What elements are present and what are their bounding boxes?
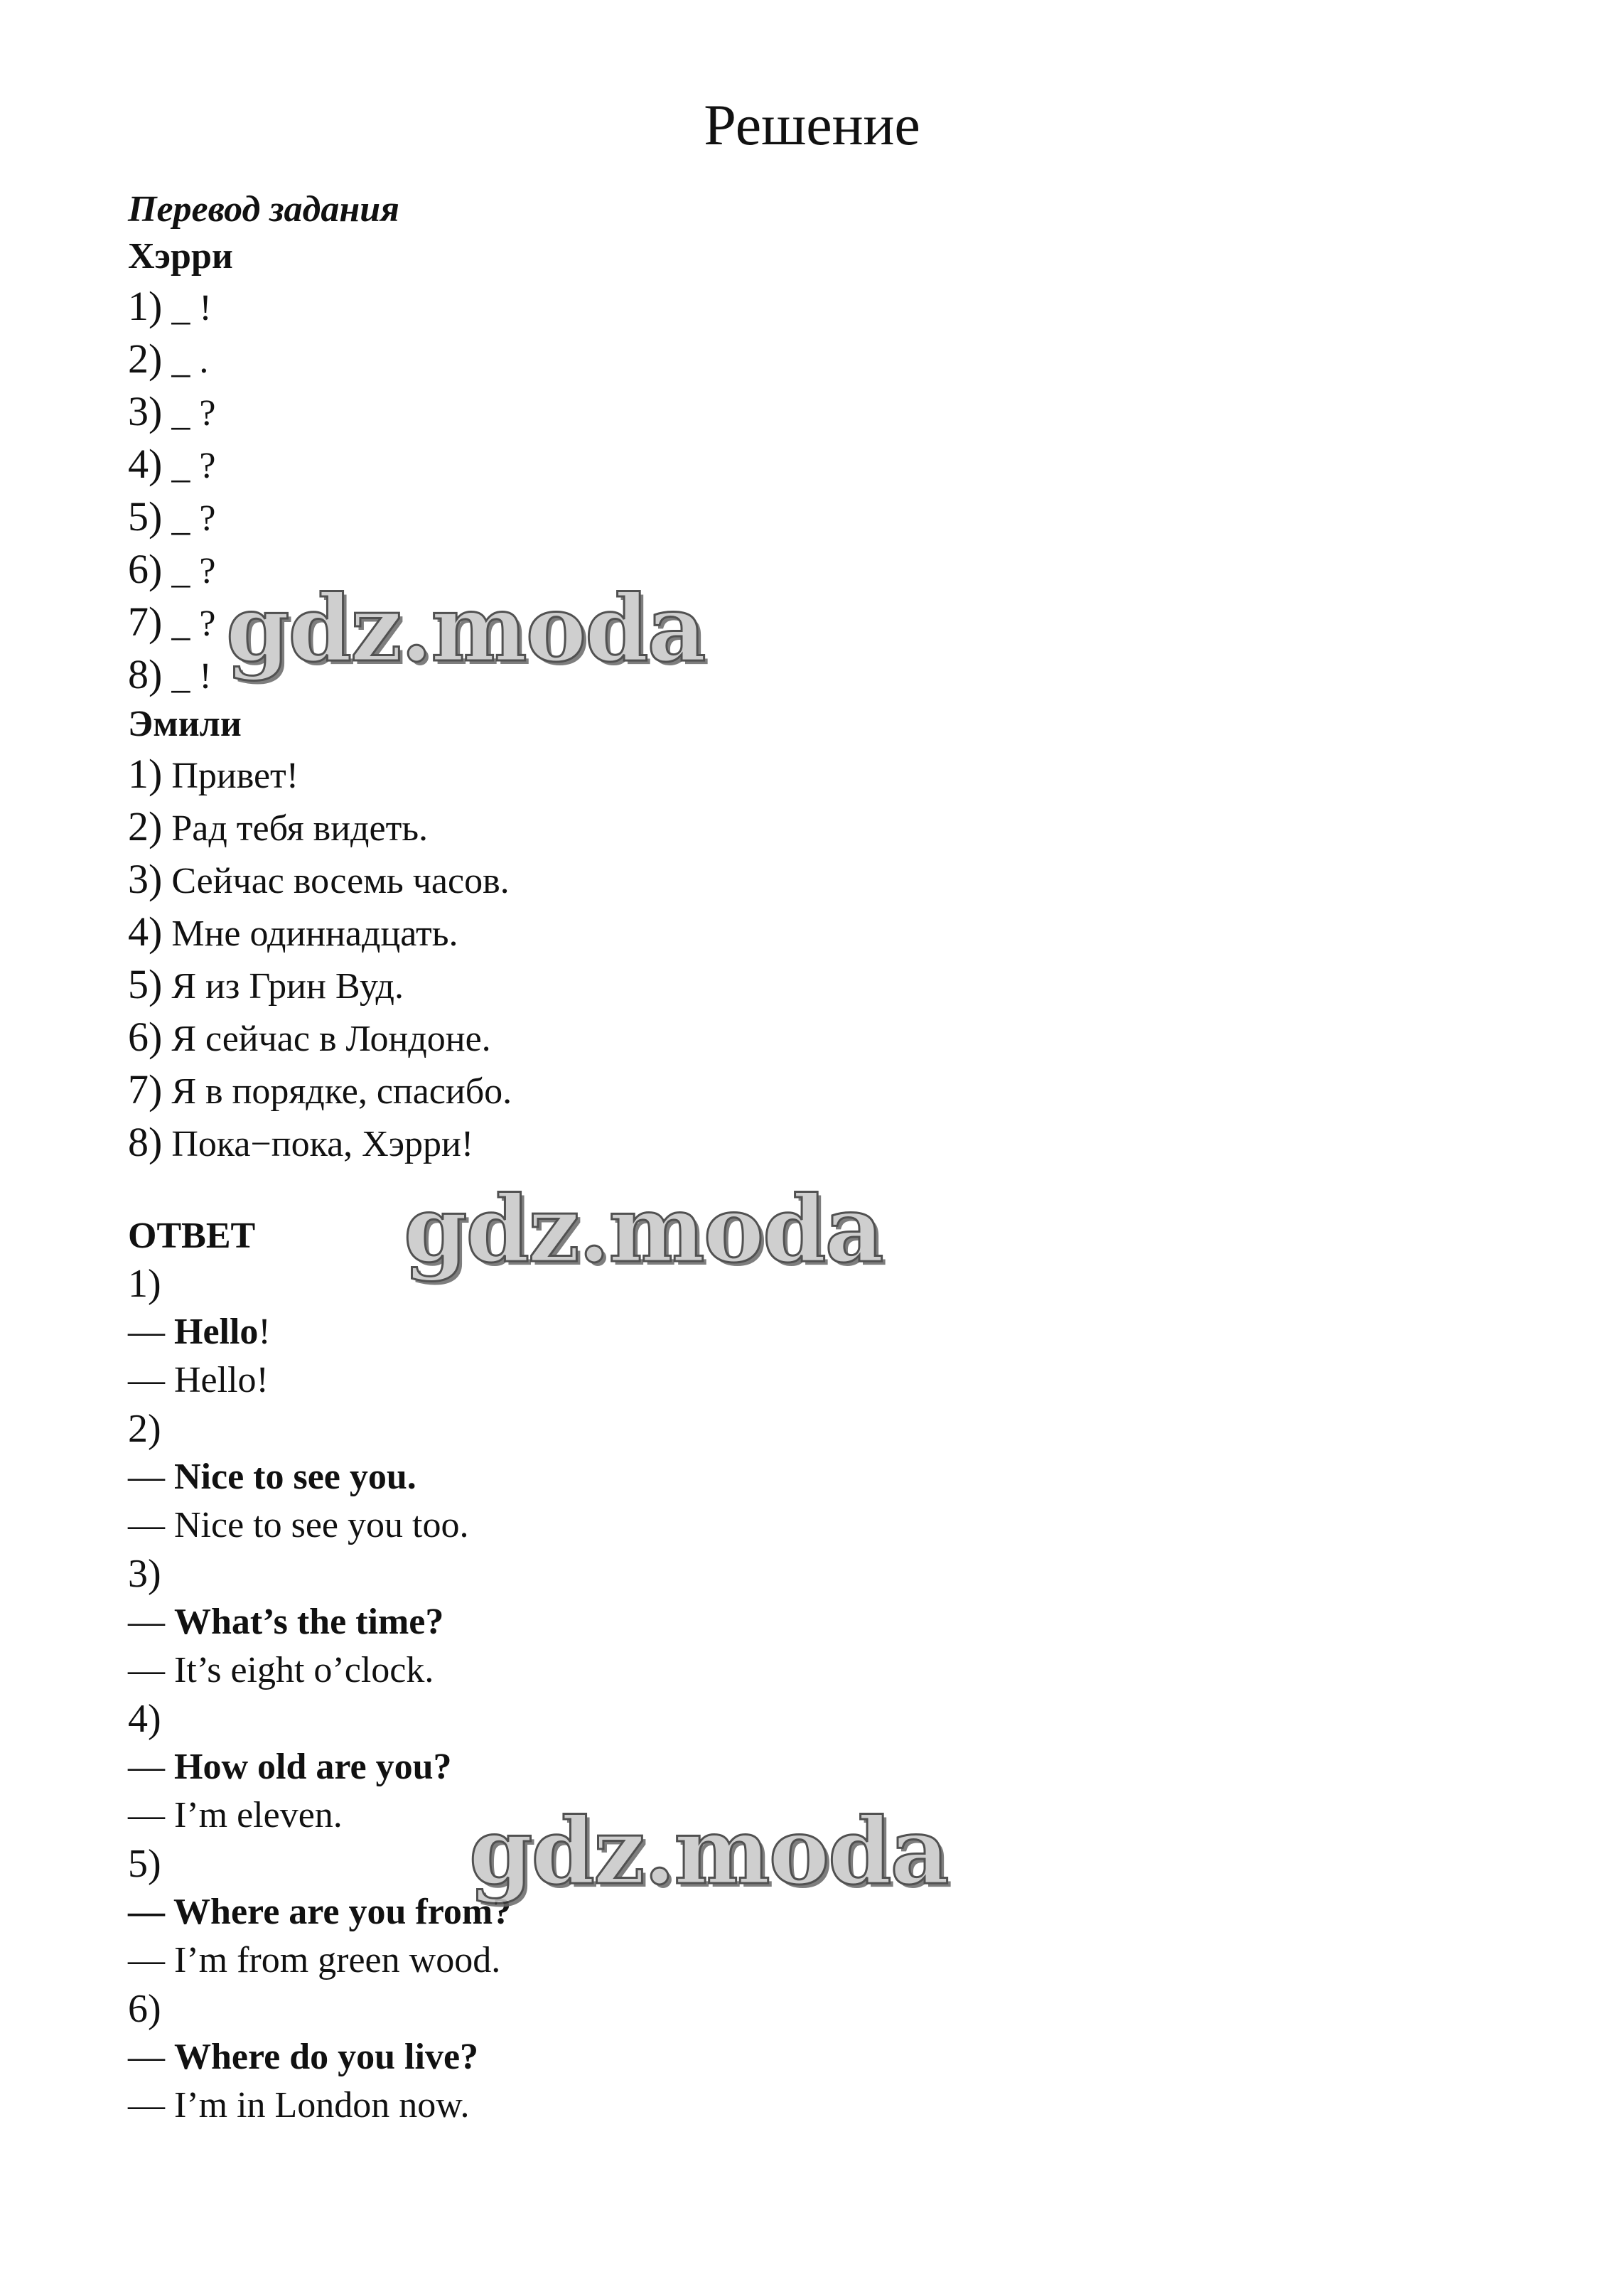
answer-question: — How old are you?: [128, 1747, 452, 1787]
answer-reply: — I’m in London now.: [128, 2085, 470, 2126]
answer-reply: — It’s eight o’clock.: [128, 1650, 434, 1690]
harry-line: 8) _ !: [128, 651, 212, 697]
emily-line: 3) Сейчас восемь часов.: [128, 856, 510, 902]
answer-question: — Where are you from?: [128, 1892, 512, 1932]
harry-heading: Хэрри: [128, 236, 233, 277]
emily-heading: Эмили: [128, 704, 242, 744]
answer-question: — Where do you live?: [128, 2037, 479, 2077]
harry-line: 4) _ ?: [128, 441, 216, 487]
answer-heading: ОТВЕТ: [128, 1216, 256, 1256]
answer-item: [128, 1405, 1478, 1550]
answer-number: 6): [128, 1987, 161, 2031]
watermark-logo: gdz.moda: [469, 1798, 948, 1905]
answer-number: 4): [128, 1697, 161, 1741]
answer-reply: — Nice to see you too.: [128, 1505, 469, 1545]
harry-line: 5) _ ?: [128, 493, 216, 540]
emily-line: 6) Я сейчас в Лондоне.: [128, 1014, 491, 1060]
emily-line: 4) Мне одиннадцать.: [128, 908, 458, 955]
answer-item: [128, 1985, 1478, 2130]
answer-reply: — I’m from green wood.: [128, 1940, 501, 1980]
answer-number: 3): [128, 1552, 161, 1596]
answer-reply: — I’m eleven.: [128, 1795, 343, 1835]
emily-line: 5) Я из Грин Вуд.: [128, 961, 404, 1007]
translation-heading: Перевод задания: [128, 189, 399, 230]
harry-line: 6) _ ?: [128, 546, 216, 592]
answer-number: 2): [128, 1407, 161, 1451]
answer-list: [128, 1260, 1478, 2130]
answer-question: — Nice to see you.: [128, 1457, 416, 1497]
watermark-logo: gdz.moda: [404, 1176, 883, 1283]
watermark-logo: gdz.moda: [226, 576, 705, 682]
answer-reply: — Hello!: [128, 1360, 269, 1400]
answer-question: — Hello!: [128, 1312, 271, 1352]
harry-line: 7) _ ?: [128, 599, 216, 645]
harry-line: 2) _ .: [128, 336, 209, 382]
answer-number: 1): [128, 1262, 161, 1306]
emily-line: 7) Я в порядке, спасибо.: [128, 1066, 512, 1113]
emily-line: 2) Рад тебя видеть.: [128, 803, 429, 849]
harry-line: 3) _ ?: [128, 388, 216, 434]
answer-question: — What’s the time?: [128, 1602, 444, 1642]
emily-line: 8) Пока−пока, Хэрри!: [128, 1119, 474, 1165]
answer-number: 5): [128, 1842, 161, 1886]
harry-line: 1) _ !: [128, 283, 212, 329]
answer-item: [128, 1550, 1478, 1695]
emily-lines: [128, 748, 1478, 1169]
emily-line: 1) Привет!: [128, 751, 299, 797]
page-title: Решение: [704, 92, 920, 157]
